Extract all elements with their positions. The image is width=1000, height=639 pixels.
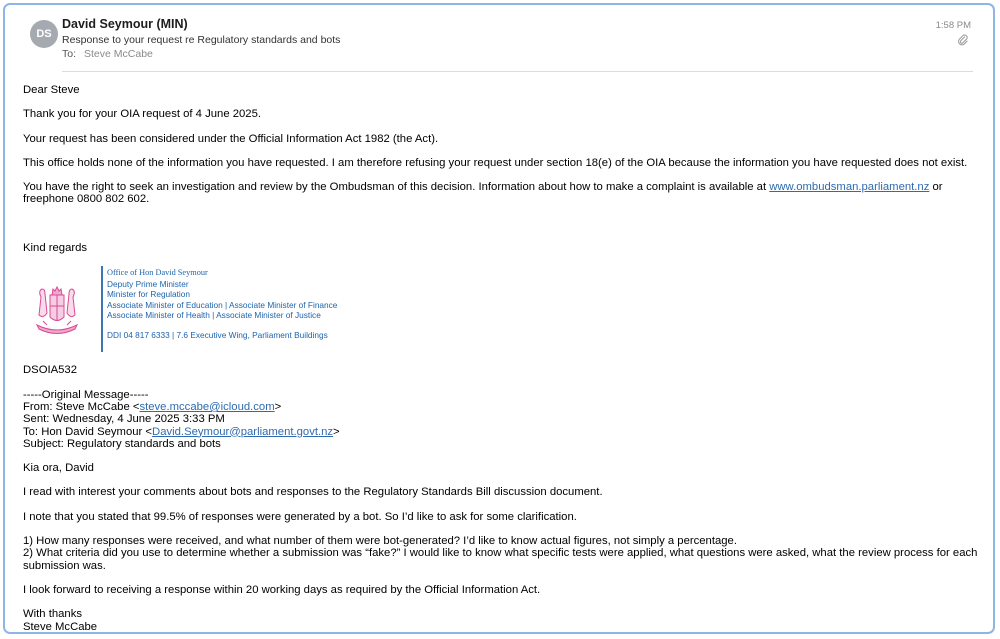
role-line: Deputy Prime Minister <box>107 278 189 289</box>
to-label: To: <box>62 48 77 60</box>
reply-paragraph: Thank you for your OIA request of 4 June 2025. <box>23 108 262 121</box>
original-paragraph: I read with interest your comments about bots and responses to the Regulatory Standards Bill discussion document. <box>23 486 603 499</box>
original-message-header <box>23 389 985 450</box>
ombudsman-link[interactable]: www.ombudsman.parliament.nz <box>769 181 930 194</box>
to-email-link[interactable]: David.Seymour@parliament.govt.nz <box>152 425 334 438</box>
original-sent: Sent: Wednesday, 4 June 2025 3:33 PM <box>23 413 225 426</box>
question-item: 1) How many responses were received, and what number of them were bot-generated? I’d like to know actual figures, not simply a percentage. <box>23 535 737 548</box>
reference-number: DSOIA532 <box>23 364 78 377</box>
signature-rule <box>101 266 103 352</box>
questions <box>23 535 985 572</box>
text: From: Steve McCabe < <box>23 400 140 413</box>
contact-line: DDI 04 817 6333 | 7.6 Executive Wing, Parliament Buildings <box>107 330 328 341</box>
original-signoff <box>23 608 985 633</box>
timestamp: 1:58 PM <box>935 20 971 31</box>
thanks-line: With thanks <box>23 608 83 621</box>
greeting: Dear Steve <box>23 84 80 96</box>
original-greeting: Kia ora, David <box>23 462 94 475</box>
header-divider <box>62 71 973 72</box>
email-signature <box>23 266 985 352</box>
text: You have the right to seek an investigation and review by the Ombudsman of this decision. Information about how to make a complaint is available at <box>23 181 770 194</box>
nz-coat-of-arms-icon <box>23 266 91 352</box>
paperclip-icon[interactable] <box>957 34 969 46</box>
reply-paragraph: Your request has been considered under the Official Information Act 1982 (the Act). <box>23 132 439 145</box>
email-window <box>3 3 995 634</box>
email-subject: Response to your request re Regulatory standards and bots <box>62 34 341 46</box>
text: To: Hon David Seymour < <box>23 425 153 438</box>
original-from <box>23 401 985 413</box>
avatar[interactable]: DS <box>30 20 58 48</box>
message-body <box>23 84 985 633</box>
recipient-row <box>62 48 153 60</box>
original-to <box>23 426 985 438</box>
original-paragraph: I look forward to receiving a response within 20 working days as required by the Official Information Act. <box>23 583 541 596</box>
role-line: Associate Minister of Health | Associate Minister of Justice <box>107 310 321 320</box>
text: > <box>333 425 340 438</box>
original-subject: Subject: Regulatory standards and bots <box>23 437 221 450</box>
office-line: Office of Hon David Seymour <box>107 268 208 278</box>
original-divider: -----Original Message----- <box>23 388 149 401</box>
original-paragraph: I note that you stated that 99.5% of responses were generated by a bot. So I’d like to ask for some clarification. <box>23 510 577 523</box>
reply-paragraph <box>23 181 985 206</box>
role-line: Minister for Regulation <box>107 289 191 300</box>
recipient-name[interactable]: Steve McCabe <box>84 48 153 60</box>
role-line: Associate Minister of Education | Associate Minister of Finance <box>107 299 338 310</box>
signoff: Kind regards <box>23 242 88 255</box>
sender-name[interactable]: David Seymour (MIN) <box>62 17 188 31</box>
signature-text <box>107 266 337 352</box>
from-email-link[interactable]: steve.mccabe@icloud.com <box>139 400 275 413</box>
reply-paragraph: This office holds none of the information you have requested. I am therefore refusing your request under section 18(e) of the OIA because the information you have requested does not exist. <box>23 156 968 169</box>
question-item: 2) What criteria did you use to determine whether a submission was “fake?” I would like to know what specific tests were applied, what questions were asked, what the review process for each submission was. <box>23 547 978 572</box>
text: > <box>274 400 282 413</box>
text: or freephone 0800 802 602. <box>23 181 943 206</box>
sender-signature: Steve McCabe <box>23 620 98 633</box>
